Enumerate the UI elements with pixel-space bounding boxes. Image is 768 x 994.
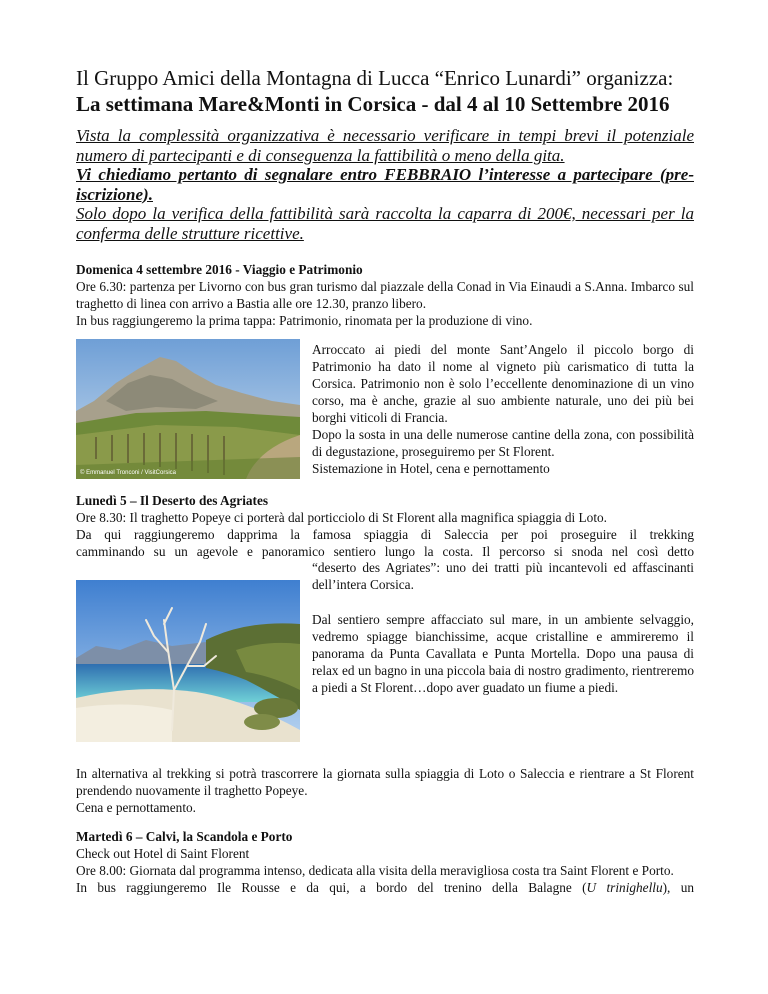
- day1-side-paragraph-2: Dopo la sosta in una delle numerose cantine della zona, con possibilità di degustazione, proseguiremo per St Florent.: [312, 427, 694, 459]
- agriates-beach-illustration: [76, 580, 300, 742]
- notice-block: [76, 126, 694, 243]
- day2-intro-2b: camminando su un agevole e panoramico sentiero lungo la costa. Il percorso si snoda nel così detto: [76, 544, 694, 559]
- day3-train-text-a: In bus raggiungeremo Ile Rousse e da qui, a bordo del trenino della Balagne (: [76, 880, 587, 895]
- day2-side-paragraph-1: “deserto des Agriates”: uno dei tratti più incantevoli ed affascinanti dell’intera Corsica.: [312, 560, 694, 592]
- day1-intro-2: In bus raggiungeremo la prima tappa: Patrimonio, rinomata per la produzione di vino.: [76, 313, 533, 328]
- day3-heading: Martedì 6 – Calvi, la Scandola e Porto: [76, 829, 293, 844]
- day2-alternative-paragraph: In alternativa al trekking si potrà trascorrere la giornata sulla spiaggia di Loto o Saleccia e rientrare a St Florent prendendo nuovamente il traghetto Popeye.: [76, 766, 694, 798]
- patrimonio-landscape-illustration: [76, 339, 300, 479]
- notice-paragraph-2: Vi chiediamo pertanto di segnalare entro FEBBRAIO l’interesse a partecipare (pre-iscrizione).: [76, 165, 694, 204]
- day3-train-text-c: ), un: [662, 880, 695, 895]
- day2-dinner-note: Cena e pernottamento.: [76, 800, 196, 815]
- day2-heading: Lunedì 5 – Il Deserto des Agriates: [76, 493, 269, 508]
- day2-intro-2a: Da qui raggiungeremo dapprima la famosa spiaggia di Saleccia per poi proseguire il trekking: [76, 527, 694, 542]
- day3-train-paragraph: [76, 879, 694, 896]
- day3-body: [76, 845, 694, 896]
- day2-alternative: [76, 765, 694, 816]
- day1-heading: Domenica 4 settembre 2016 - Viaggio e Patrimonio: [76, 262, 363, 277]
- day3-schedule: Ore 8.00: Giornata dal programma intenso, dedicata alla visita della meravigliosa costa tra Saint Florent e Porto.: [76, 863, 674, 878]
- patrimonio-vineyard-photo: [76, 339, 300, 479]
- photo-credit: © Emmanuel Tronconi / VisitCorsica: [80, 470, 177, 476]
- day1-side-paragraph-3: Sistemazione in Hotel, cena e pernottamento: [312, 461, 550, 476]
- agriates-beach-photo: [76, 580, 300, 742]
- day2-intro-1: Ore 8.30: Il traghetto Popeye ci porterà dal porticciolo di St Florent alla magnifica spiaggia di Loto.: [76, 510, 607, 525]
- day1-side-text: [312, 341, 694, 477]
- day3-train-name: U trinighellu: [586, 880, 663, 895]
- day1-side-paragraph-1: Arroccato ai piedi del monte Sant’Angelo il piccolo borgo di Patrimonio ha dato il nome al vigneto più carismatico di tutta la Corsica. Patrimonio non è solo l’eccellente denominazione di un vino corso, ma è anche, grazie al suo ambiente naturale, uno dei più bei borghi viticoli di Francia.: [312, 342, 694, 425]
- header-line-2: La settimana Mare&Monti in Corsica - dal 4 al 10 Settembre 2016: [76, 92, 670, 116]
- notice-paragraph-3: Solo dopo la verifica della fattibilità sarà raccolta la caparra di 200€, necessari per la conferma delle strutture ricettive.: [76, 204, 694, 243]
- day3-checkout: Check out Hotel di Saint Florent: [76, 846, 250, 861]
- day2-side-paragraph-2: Dal sentiero sempre affacciato sul mare, in un ambiente selvaggio, vedremo spiagge bianchissime, acque cristalline e ammireremo il panorama da Punta Cavallata e Punta Mortella. Dopo una pausa di relax ed un bagno in una piccola baia di nostro gradimento, rientreremo a piedi a St Florent…dopo aver guadato un fiume a piedi.: [312, 612, 694, 695]
- day1-intro: Ore 6.30: partenza per Livorno con bus gran turismo dal piazzale della Conad in Via Einaudi a S.Anna. Imbarco sul traghetto di linea con arrivo a Bastia alle ore 12.30, pranzo libero.: [76, 279, 694, 311]
- notice-paragraph-1: Vista la complessità organizzativa è necessario verificare in tempi brevi il potenziale numero di partecipanti e di conseguenza la fattibilità o meno della gita.: [76, 126, 694, 165]
- header-line-1: Il Gruppo Amici della Montagna di Lucca “Enrico Lunardi” organizza:: [76, 66, 674, 90]
